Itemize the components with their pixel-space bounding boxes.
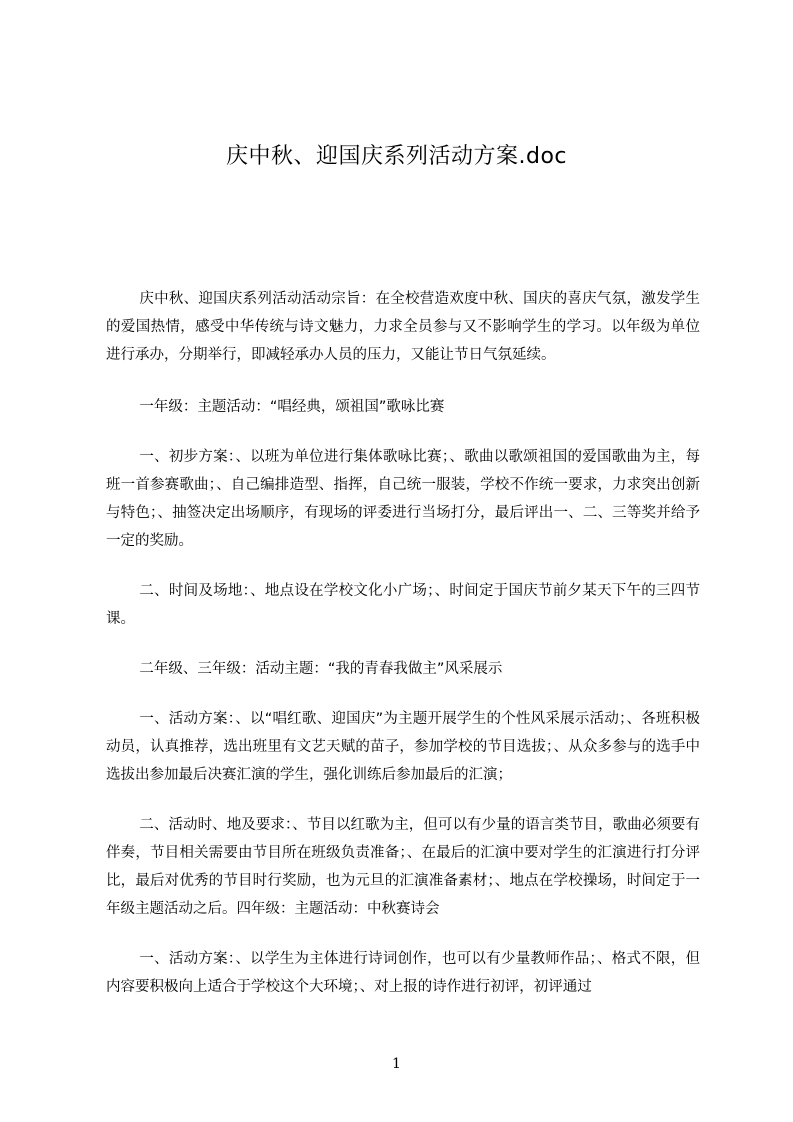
paragraph-gap — [106, 633, 700, 655]
grade-two-three-heading: 二年级、三年级：活动主题：“我的青春我做主”风采展示 — [139, 661, 503, 677]
page-number: 1 — [392, 1056, 401, 1072]
grade-two-three-plan-paragraph: 一、活动方案：、以“唱红歌、迎国庆”为主题开展学生的个性风采展示活动；、各班积极动员，认真推荐，选出班里有文艺天赋的苗子，参加学校的节目选拔；、从众多参与的选手中选拔出参加最后决赛汇演的学生，强化训练后参加最后的汇演； — [106, 711, 700, 783]
grade-one-time-place-paragraph: 二、时间及场地：、地点设在学校文化小广场；、时间定于国庆节前夕某天下午的三四节课。 — [106, 583, 700, 627]
paragraph-gap — [106, 369, 700, 393]
grade-one-heading: 一年级：主题活动：“唱经典，颂祖国”歌咏比赛 — [139, 399, 445, 415]
paragraph-gap — [106, 555, 700, 577]
intro-paragraph: 庆中秋、迎国庆系列活动活动宗旨：在全校营造欢度中秋、国庆的喜庆气氛，激发学生的爱国热情，感受中华传统与诗文魅力，力求全员参与又不影响学生的学习。以年级为单位进行承办，分期举行，即减轻承办人员的压力，又能让节日气氛延续。 — [106, 291, 700, 363]
grade-one-plan-paragraph: 一、初步方案：、以班为单位进行集体歌咏比赛；、歌曲以歌颂祖国的爱国歌曲为主，每班一首参赛歌曲；、自己编排造型、指挥，自己统一服装，学校不作统一要求，力求突出创新与特色；、抽签决定出场顺序，有现场的评委进行当场打分，最后评出一、二、三等奖并给予一定的奖励。 — [106, 449, 700, 549]
paragraph-gap — [106, 421, 700, 443]
paragraph-gap — [106, 683, 700, 705]
paragraph-gap — [106, 923, 700, 945]
document-body — [106, 285, 700, 1001]
paragraph-gap — [106, 789, 700, 811]
grade-two-three-requirements-paragraph: 二、活动时、地及要求：、节目以红歌为主，但可以有少量的语言类节目，歌曲必须要有伴奏，节目相关需要由节目所在班级负责准备；、在最后的汇演中要对学生的汇演进行打分评比，最后对优秀的节目时行奖励，也为元旦的汇演准备素材；、地点在学校操场，时间定于一年级主题活动之后。四年级：主题活动：中秋赛诗会 — [106, 817, 700, 917]
document-title: 庆中秋、迎国庆系列活动方案.doc — [225, 144, 567, 169]
grade-four-plan-paragraph: 一、活动方案：、以学生为主体进行诗词创作，也可以有少量教师作品；、格式不限，但内容要积极向上适合于学校这个大环境；、对上报的诗作进行初评，初评通过 — [106, 951, 700, 995]
